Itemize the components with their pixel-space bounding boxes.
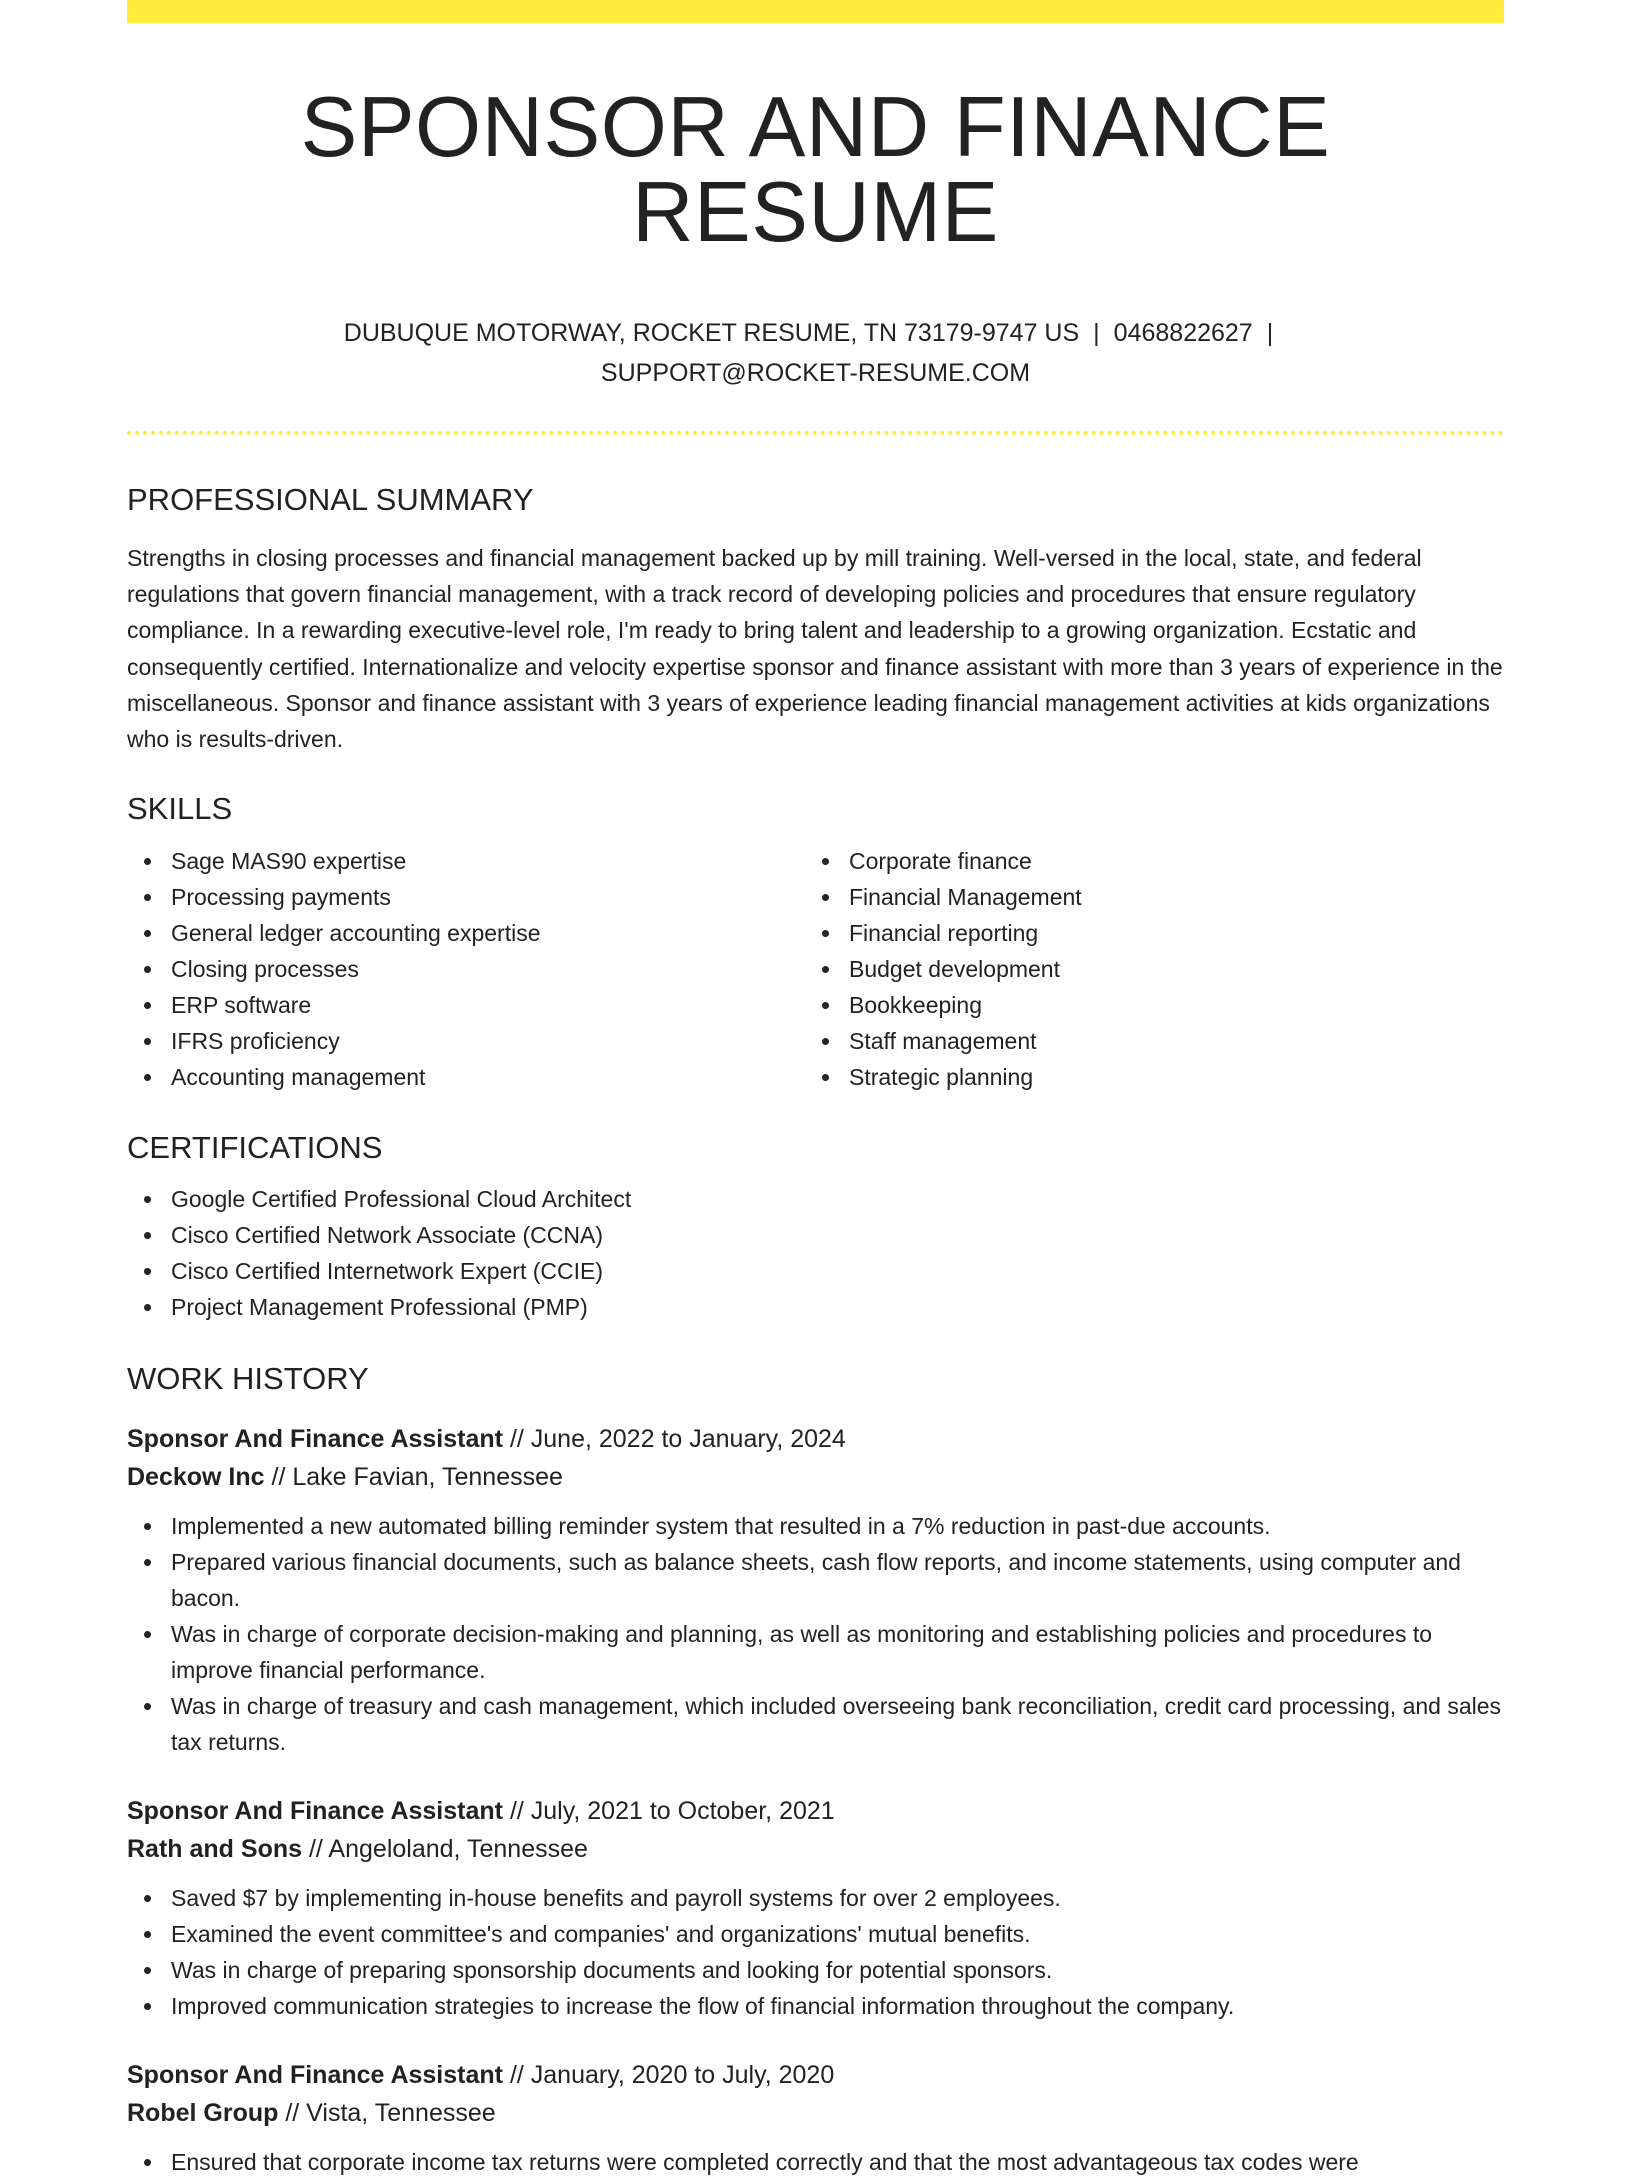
job-title-line xyxy=(127,1792,1504,1830)
job-title: Sponsor And Finance Assistant xyxy=(127,1797,503,1826)
contact-separator: | xyxy=(1093,319,1100,347)
job-title-line xyxy=(127,2056,1504,2094)
certifications-list xyxy=(127,1181,1504,1325)
resume-page xyxy=(127,0,1504,2180)
accent-top-bar xyxy=(127,0,1504,23)
skill-item: General ledger accounting expertise xyxy=(127,915,805,951)
contact-info xyxy=(127,313,1504,393)
skill-item: IFRS proficiency xyxy=(127,1023,805,1059)
job-dates: // January, 2020 to July, 2020 xyxy=(509,2061,835,2090)
certification-item: Cisco Certified Network Associate (CCNA) xyxy=(127,1217,1504,1253)
contact-line-2 xyxy=(127,353,1504,393)
job-bullet: Implemented a new automated billing reminder system that resulted in a 7% reduction in past-due accounts. xyxy=(127,1508,1504,1544)
contact-phone: 0468822627 xyxy=(1113,319,1253,347)
job-company: Deckow Inc xyxy=(127,1463,265,1492)
work-history-heading: WORK HISTORY xyxy=(127,1361,369,1397)
job-bullets xyxy=(127,2144,1504,2180)
skill-item: Financial Management xyxy=(805,879,1483,915)
job-company: Robel Group xyxy=(127,2099,279,2128)
job-location: // Vista, Tennessee xyxy=(285,2099,496,2128)
job-company: Rath and Sons xyxy=(127,1835,303,1864)
job-company-line xyxy=(127,1830,1504,1868)
certification-item: Cisco Certified Internetwork Expert (CCIE) xyxy=(127,1253,1504,1289)
skills-list xyxy=(127,843,1504,1095)
skills-column-right xyxy=(805,843,1483,1095)
job-bullet: Was in charge of treasury and cash management, which included overseeing bank reconciliation, credit card processing, and sales tax returns. xyxy=(127,1688,1504,1760)
job-bullet: Prepared various financial documents, such as balance sheets, cash flow reports, and income statements, using computer and bacon. xyxy=(127,1544,1504,1616)
job-bullets xyxy=(127,1508,1504,1760)
job-company-line xyxy=(127,1458,1504,1496)
job-entry xyxy=(127,1792,1504,2024)
contact-line-1 xyxy=(127,313,1504,353)
certifications-heading: CERTIFICATIONS xyxy=(127,1130,383,1166)
job-entry xyxy=(127,2056,1504,2180)
job-title-line xyxy=(127,1420,1504,1458)
skill-item: Corporate finance xyxy=(805,843,1483,879)
job-location: // Lake Favian, Tennessee xyxy=(271,1463,563,1492)
job-bullets xyxy=(127,1880,1504,2024)
contact-address: DUBUQUE MOTORWAY, ROCKET RESUME, TN 73179-9747 US xyxy=(343,319,1080,347)
skill-item: Closing processes xyxy=(127,951,805,987)
skill-item: Sage MAS90 expertise xyxy=(127,843,805,879)
contact-separator: | xyxy=(1266,319,1274,347)
summary-heading: PROFESSIONAL SUMMARY xyxy=(127,482,534,517)
skill-item: Budget development xyxy=(805,951,1483,987)
job-title: Sponsor And Finance Assistant xyxy=(127,1425,503,1454)
certification-item: Google Certified Professional Cloud Architect xyxy=(127,1181,1504,1217)
skill-item: Accounting management xyxy=(127,1059,805,1095)
job-location: // Angeloland, Tennessee xyxy=(308,1835,588,1864)
job-title: Sponsor And Finance Assistant xyxy=(127,2061,503,2090)
job-bullet: Saved $7 by implementing in-house benefits and payroll systems for over 2 employees. xyxy=(127,1880,1504,1916)
certification-item: Project Management Professional (PMP) xyxy=(127,1289,1504,1325)
job-entry xyxy=(127,1420,1504,1760)
skill-item: Processing payments xyxy=(127,879,805,915)
job-bullet: Improved communication strategies to increase the flow of financial information throughout the company. xyxy=(127,1988,1504,2024)
job-bullet: Examined the event committee's and companies' and organizations' mutual benefits. xyxy=(127,1916,1504,1952)
summary-text: Strengths in closing processes and financial management backed up by mill training. Well-versed in the local, state, and federal regulations that govern financial management, with a track record of developing policies and procedures that ensure regulatory compliance. In a rewarding executive-level role, I'm ready to bring talent and leadership to a growing organization. Ecstatic and consequently certified. Internationalize and velocity expertise sponsor and finance assistant with more than 3 years of experience in the miscellaneous. Sponsor and finance assistant with 3 years of experience leading financial management activities at kids organizations who is results-driven. xyxy=(127,545,1503,753)
skill-item: Staff management xyxy=(805,1023,1483,1059)
job-bullet: Ensured that corporate income tax returns were completed correctly and that the most advantageous tax codes were xyxy=(127,2144,1504,2180)
job-bullet: Was in charge of corporate decision-making and planning, as well as monitoring and establishing policies and procedures to improve financial performance. xyxy=(127,1616,1504,1688)
contact-email: SUPPORT@ROCKET-RESUME.COM xyxy=(600,359,1031,387)
job-dates: // June, 2022 to January, 2024 xyxy=(509,1425,846,1454)
skill-item: Bookkeeping xyxy=(805,987,1483,1023)
job-dates: // July, 2021 to October, 2021 xyxy=(509,1797,835,1826)
skill-item: Strategic planning xyxy=(805,1059,1483,1095)
skill-item: ERP software xyxy=(127,987,805,1023)
job-company-line xyxy=(127,2094,1504,2132)
job-bullet: Was in charge of preparing sponsorship documents and looking for potential sponsors. xyxy=(127,1952,1504,1988)
skills-heading: SKILLS xyxy=(127,791,233,827)
resume-title: SPONSOR AND FINANCE RESUME xyxy=(300,80,1331,260)
dotted-divider xyxy=(127,431,1504,435)
skills-column-left xyxy=(127,843,805,1095)
skill-item: Financial reporting xyxy=(805,915,1483,951)
